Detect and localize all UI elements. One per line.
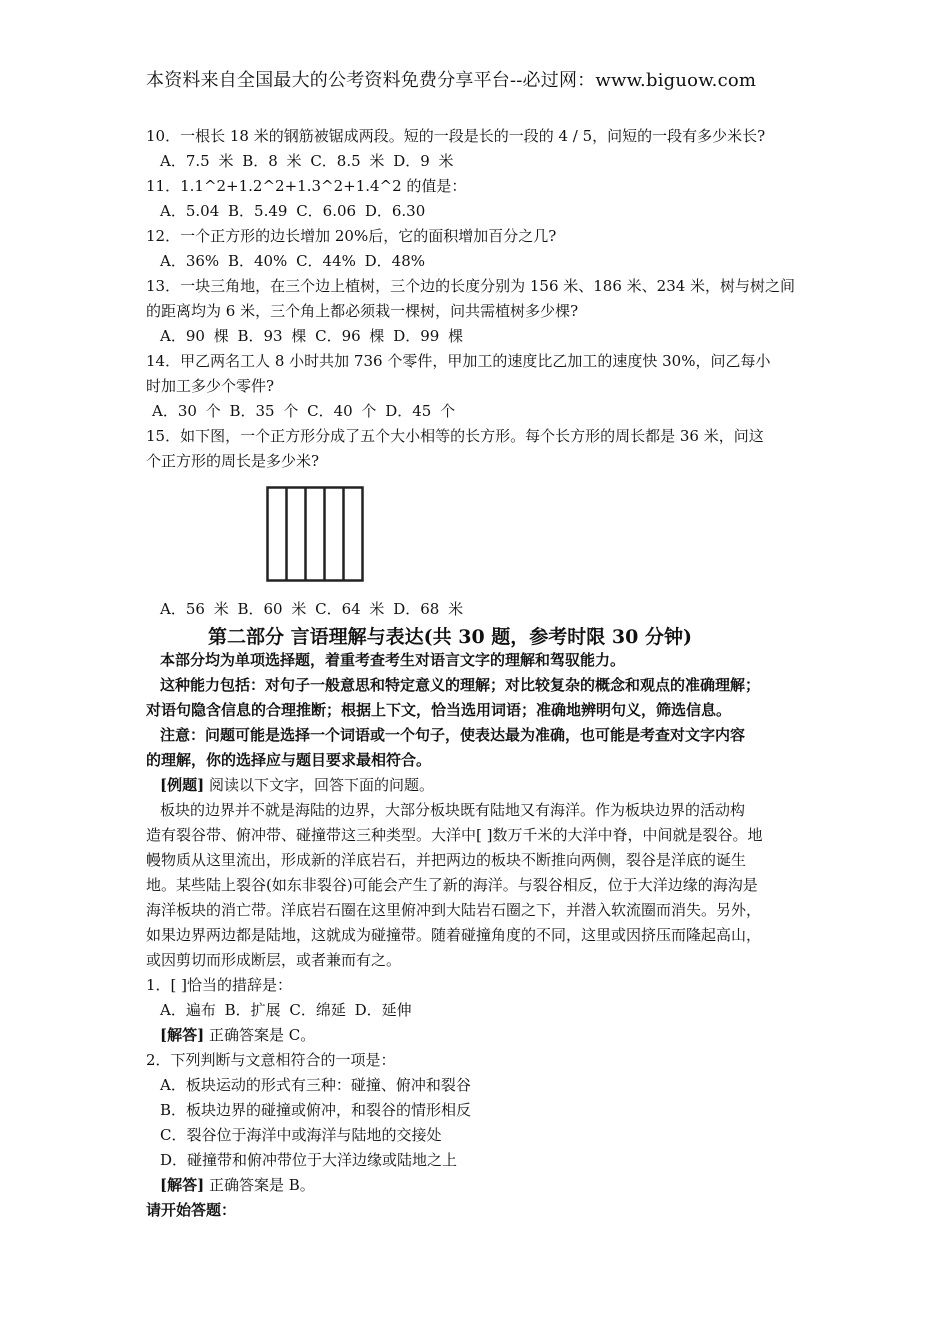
q12-stem: 12．一个正方形的边长增加 20%后，它的面积增加百分之几? (146, 227, 557, 245)
example-label: [例题] (160, 776, 205, 794)
q10-stem: 10．一根长 18 米的钢筋被锯成两段。短的一段是长的一段的 4 / 5，问短的一段有多少米长? (146, 127, 766, 145)
q14-stem-line1: 14．甲乙两名工人 8 小时共加 736 个零件，甲加工的速度比乙加工的速度快 30%，问乙每小 (146, 352, 771, 370)
example-1-stem: 1．[ ]恰当的措辞是： (146, 976, 293, 994)
q11-stem: 11．1.1^2+1.2^2+1.3^2+1.4^2 的值是： (146, 177, 467, 195)
q13-options: A．90 棵 B．93 棵 C．96 棵 D．99 棵 (160, 327, 464, 345)
example-2-option-b: B．板块边界的碰撞或俯冲，和裂谷的情形相反 (160, 1101, 472, 1119)
passage-line: 或因剪切而形成断层，或者兼而有之。 (146, 951, 402, 969)
passage-line: 幔物质从这里流出，形成新的洋底岩石，并把两边的板块不断推向两侧，裂谷是洋底的诞生 (146, 851, 747, 869)
answer-label: [解答] (160, 1026, 205, 1044)
passage-line: 板块的边界并不就是海陆的边界，大部分板块既有陆地又有海洋。作为板块边界的活动构 (160, 801, 746, 819)
q13-stem-line1: 13．一块三角地，在三个边上植树，三个边的长度分别为 156 米、186 米、234 米，树与树之间 (146, 277, 796, 295)
passage-line: 如果边界两边都是陆地，这就成为碰撞带。随着碰撞角度的不同，这里或因挤压而隆起高山， (146, 926, 762, 944)
example-2-option-a: A．板块运动的形式有三种：碰撞、俯冲和裂谷 (160, 1076, 471, 1094)
page-header: 本资料来自全国最大的公考资料免费分享平台--必过网：www.biguow.com (146, 70, 757, 91)
section-title: 第二部分 言语理解与表达(共 30 题，参考时限 30 分钟) (208, 626, 692, 648)
example-1-options: A．遍布 B．扩展 C．绵延 D．延伸 (160, 1001, 412, 1019)
passage-line: 地。某些陆上裂谷(如东非裂谷)可能会产生了新的海洋。与裂谷相反，位于大洋边缘的海沟是 (146, 876, 758, 894)
section-note-b: 的理解，你的选择应与题目要求最相符合。 (146, 751, 432, 769)
q15-options: A．56 米 B．60 米 C．64 米 D．68 米 (160, 600, 464, 618)
section-intro-2b: 对语句隐含信息的合理推断；根据上下文，恰当选用词语；准确地辨明句义，筛选信息。 (146, 701, 732, 719)
example-2-option-c: C．裂谷位于海洋中或海洋与陆地的交接处 (160, 1126, 442, 1144)
passage-line: 造有裂谷带、俯冲带、碰撞带这三种类型。大洋中[ ]数万千米的大洋中脊，中间就是裂谷。地 (146, 826, 763, 844)
q14-options: A．30 个 B．35 个 C．40 个 D．45 个 (152, 402, 456, 420)
start-prompt: 请开始答题： (146, 1201, 237, 1219)
q14-stem-line2: 时加工多少个零件? (146, 377, 275, 395)
passage-line: 海洋板块的消亡带。洋底岩石圈在这里俯冲到大陆岩石圈之下，并潜入软流圈而消失。另外， (146, 901, 762, 919)
answer-label: [解答] (160, 1176, 205, 1194)
answer-text: 正确答案是 B。 (204, 1176, 315, 1194)
q15-stem-line1: 15．如下图，一个正方形分成了五个大小相等的长方形。每个长方形的周长都是 36 米，问这 (146, 427, 764, 445)
answer-text: 正确答案是 C。 (204, 1026, 316, 1044)
section-intro-2a: 这种能力包括：对句子一般意思和特定意义的理解；对比较复杂的概念和观点的准确理解； (160, 676, 761, 694)
example-2-answer (160, 1175, 315, 1195)
example-2-option-d: D．碰撞带和俯冲带位于大洋边缘或陆地之上 (160, 1151, 458, 1169)
example-2-stem: 2．下列判断与文意相符合的一项是： (146, 1051, 396, 1069)
q10-options: A．7.5 米 B．8 米 C．8.5 米 D．9 米 (160, 152, 454, 170)
example-text: 阅读以下文字，回答下面的问题。 (204, 776, 434, 794)
q13-stem-line2: 的距离均为 6 米，三个角上都必须栽一棵树，问共需植树多少棵? (146, 302, 579, 320)
section-intro-1: 本部分均为单项选择题，着重考查考生对语言文字的理解和驾驭能力。 (160, 651, 626, 669)
square-five-rectangles-figure (266, 486, 364, 582)
example-1-answer (160, 1025, 315, 1045)
q11-options: A．5.04 B．5.49 C．6.06 D．6.30 (160, 202, 426, 220)
example-intro (160, 775, 434, 795)
q15-stem-line2: 个正方形的周长是多少米? (146, 452, 320, 470)
section-note-a: 注意：问题可能是选择一个词语或一个句子，使表达最为准确，也可能是考查对文字内容 (160, 726, 746, 744)
q12-options: A．36% B．40% C．44% D．48% (160, 252, 426, 270)
